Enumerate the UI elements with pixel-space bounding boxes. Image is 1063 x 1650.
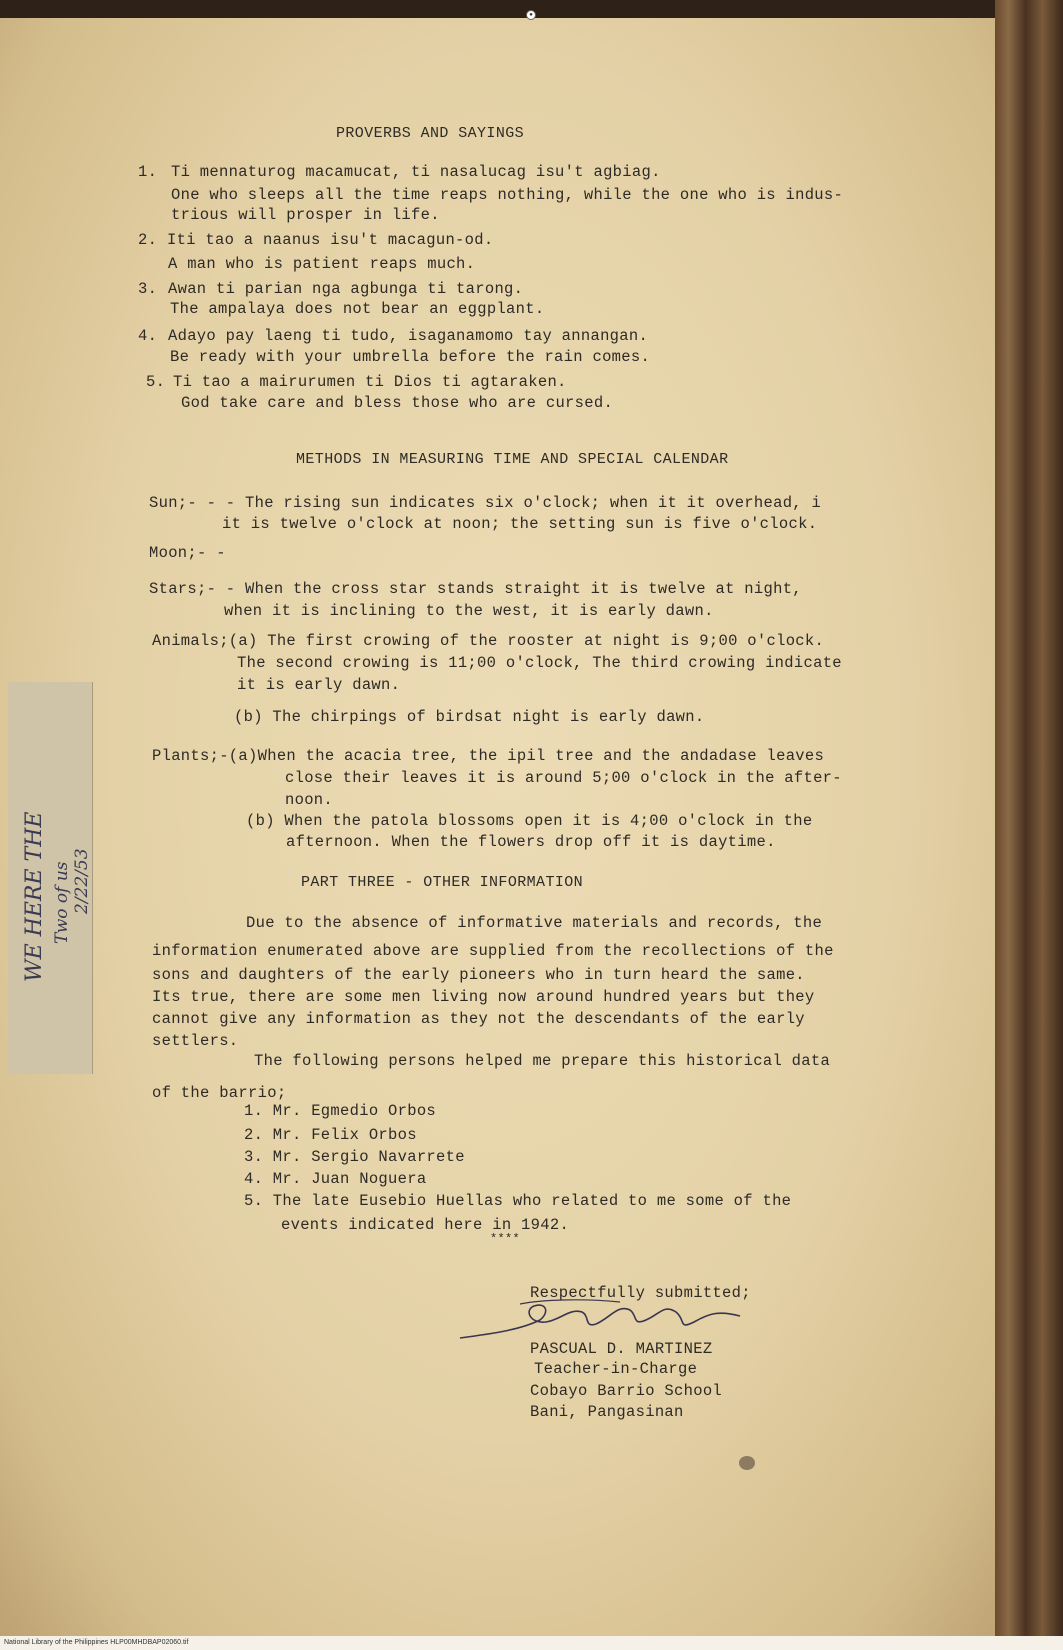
margin-note-slip	[8, 682, 93, 1074]
para1-line-1: Due to the absence of informative materials and records, the	[246, 914, 823, 932]
ink-blot	[739, 1456, 755, 1470]
plants-b-line-1: (b) When the patola blossoms open it is 4;00 o'clock in the	[246, 812, 813, 830]
plants-line-1: Plants;-(a)When the acacia tree, the ipil tree and the andadase leaves	[152, 747, 825, 765]
proverb-5-english: God take care and bless those who are cursed.	[181, 394, 614, 412]
person-4: 4. Mr. Juan Noguera	[244, 1170, 427, 1188]
stars-line-2: when it is inclining to the west, it is early dawn.	[224, 602, 714, 620]
para1-line-2: information enumerated above are supplied from the recollections of the	[152, 942, 834, 960]
person-5: 5. The late Eusebio Huellas who related to me some of the	[244, 1192, 792, 1210]
methods-title: METHODS IN MEASURING TIME AND SPECIAL CALENDAR	[296, 451, 729, 468]
proverb-1-english-cont: trious will prosper in life.	[171, 206, 440, 224]
school-location: Bani, Pangasinan	[530, 1403, 684, 1421]
proverb-2-number: 2.	[138, 231, 158, 249]
margin-note-line-2: Two of us	[52, 861, 72, 944]
proverb-1-ilocano: Ti mennaturog macamucat, ti nasalucag isu't agbiag.	[171, 163, 661, 181]
scan-footer-credit: National Library of the Philippines HLP00MHDBAP02060.tif	[0, 1636, 1063, 1650]
proverb-1-number: 1.	[138, 163, 158, 181]
proverbs-title: PROVERBS AND SAYINGS	[336, 125, 525, 142]
book-binding-edge	[995, 0, 1063, 1650]
animals-line-2: The second crowing is 11;00 o'clock, The third crowing indicate	[237, 654, 842, 672]
person-3: 3. Mr. Sergio Navarrete	[244, 1148, 465, 1166]
proverb-5-number: 5.	[146, 373, 166, 391]
part-three-title: PART THREE - OTHER INFORMATION	[301, 874, 584, 891]
proverb-3-ilocano: Awan ti parian nga agbunga ti tarong.	[168, 280, 524, 298]
animals-line-1: Animals;(a) The first crowing of the rooster at night is 9;00 o'clock.	[152, 632, 825, 650]
signer-title: Teacher-in-Charge	[534, 1360, 698, 1378]
para1-line-5: cannot give any information as they not the descendants of the early	[152, 1010, 805, 1028]
plants-line-3: noon.	[285, 791, 334, 809]
closing: Respectfully submitted;	[530, 1284, 751, 1302]
person-5-cont: events indicated here in 1942.	[281, 1216, 570, 1234]
sun-line-2: it is twelve o'clock at noon; the setting sun is five o'clock.	[222, 515, 818, 533]
proverb-4-ilocano: Adayo pay laeng ti tudo, isaganamomo tay annangan.	[168, 327, 649, 345]
proverb-3-english: The ampalaya does not bear an eggplant.	[170, 300, 545, 318]
moon-line: Moon;- -	[149, 544, 226, 562]
stars-line-1: Stars;- - When the cross star stands straight it is twelve at night,	[149, 580, 802, 598]
plants-b-line-2: afternoon. When the flowers drop off it is daytime.	[286, 833, 776, 851]
para1-line-4: Its true, there are some men living now around hundred years but they	[152, 988, 815, 1006]
proverb-1-english: One who sleeps all the time reaps nothing, while the one who is indus-	[171, 186, 844, 204]
signer-name: PASCUAL D. MARTINEZ	[530, 1340, 713, 1358]
proverb-3-number: 3.	[138, 280, 158, 298]
person-2: 2. Mr. Felix Orbos	[244, 1126, 417, 1144]
end-stars: ****	[490, 1232, 521, 1246]
proverb-4-number: 4.	[138, 327, 158, 345]
para2-line-1: The following persons helped me prepare this historical data	[254, 1052, 831, 1070]
para1-line-6: settlers.	[152, 1032, 239, 1050]
proverb-2-ilocano: Iti tao a naanus isu't macagun-od.	[167, 231, 494, 249]
margin-note-line-1: WE HERE THE	[22, 811, 47, 982]
animals-line-3: it is early dawn.	[237, 676, 401, 694]
proverb-4-english: Be ready with your umbrella before the rain comes.	[170, 348, 651, 366]
scan-marker-icon: ●	[526, 10, 536, 20]
proverb-2-english: A man who is patient reaps much.	[168, 255, 476, 273]
para2-line-2: of the barrio;	[152, 1084, 287, 1102]
para1-line-3: sons and daughters of the early pioneers who in turn heard the same.	[152, 966, 805, 984]
proverb-5-ilocano: Ti tao a mairurumen ti Dios ti agtaraken.	[173, 373, 567, 391]
person-1: 1. Mr. Egmedio Orbos	[244, 1102, 437, 1120]
animals-b: (b) The chirpings of birdsat night is early dawn.	[234, 708, 705, 726]
sun-line-1: Sun;- - - The rising sun indicates six o'clock; when it it overhead, i	[149, 494, 822, 512]
school-name: Cobayo Barrio School	[530, 1382, 723, 1400]
plants-line-2: close their leaves it is around 5;00 o'clock in the after-	[285, 769, 842, 787]
margin-note-line-3: 2/22/53	[72, 848, 92, 914]
